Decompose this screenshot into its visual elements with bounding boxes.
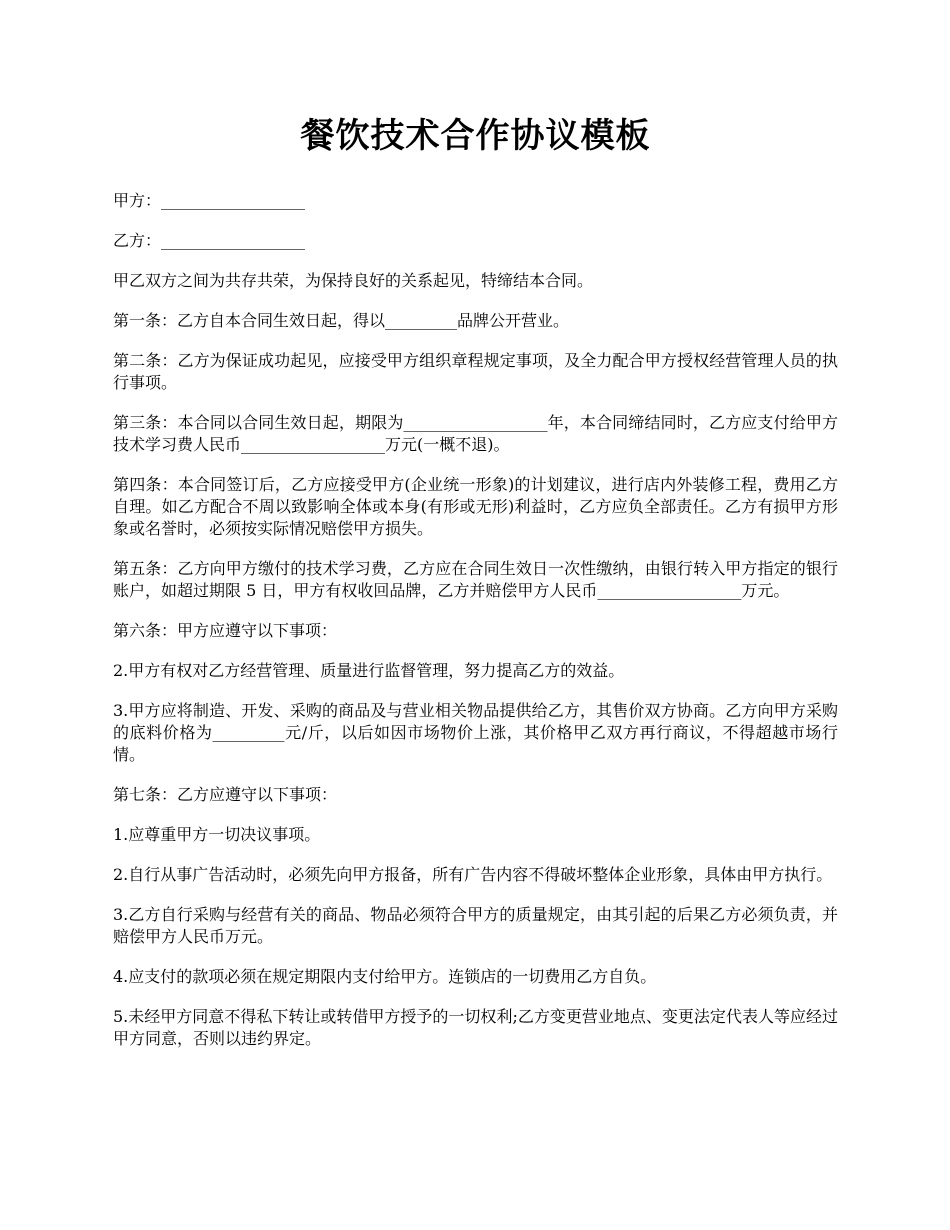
article-5: 第五条：乙方向甲方缴付的技术学习费，乙方应在合同生效日一次性缴纳，由银行转入甲方指定的银行账户，如超过期限 5 日，甲方有权收回品牌，乙方并赔偿甲方人民币__________________万元。	[113, 559, 838, 600]
article-7-item-2: 2.自行从事广告活动时，必须先向甲方报备，所有广告内容不得破坏整体企业形象，具体由甲方执行。	[113, 865, 833, 884]
article-3: 第三条：本合同以合同生效日起，期限为__________________年，本合同缔结同时，乙方应支付给甲方技术学习费人民币__________________万元(一概不退)。	[113, 413, 838, 454]
article-1: 第一条：乙方自本合同生效日起，得以_________品牌公开营业。	[113, 311, 570, 330]
article-6-item-2: 2.甲方有权对乙方经营管理、质量进行监督管理，努力提高乙方的效益。	[113, 661, 625, 680]
article-7: 第七条：乙方应遵守以下事项：	[113, 785, 338, 804]
article-6-item-3: 3.甲方应将制造、开发、采购的商品及与营业相关物品提供给乙方，其售价双方协商。乙方向甲方采购的底料价格为_________元/斤，以后如因市场物价上涨，其价格甲乙双方再行商议，不得超越市场行情。	[113, 701, 838, 764]
document-page	[113, 110, 838, 1068]
article-7-item-3: 3.乙方自行采购与经营有关的商品、物品必须符合甲方的质量规定，由其引起的后果乙方必须负责，并赔偿甲方人民币万元。	[113, 905, 838, 946]
party-a-line: 甲方：__________________	[113, 191, 306, 210]
article-2: 第二条：乙方为保证成功起见，应接受甲方组织章程规定事项，及全力配合甲方授权经营管理人员的执行事项。	[113, 351, 838, 392]
article-7-item-5: 5.未经甲方同意不得私下转让或转借甲方授予的一切权利;乙方变更营业地点、变更法定代表人等应经过甲方同意，否则以违约界定。	[113, 1007, 838, 1048]
party-b-line: 乙方：__________________	[113, 231, 306, 250]
article-4: 第四条：本合同签订后，乙方应接受甲方(企业统一形象)的计划建议，进行店内外装修工程，费用乙方自理。如乙方配合不周以致影响全体或本身(有形或无形)利益时，乙方应负全部责任。乙方有损甲方形象或名誉时，必须按实际情况赔偿甲方损失。	[113, 475, 838, 538]
preamble: 甲乙双方之间为共存共荣，为保持良好的关系起见，特缔结本合同。	[113, 271, 594, 290]
article-7-item-4: 4.应支付的款项必须在规定期限内支付给甲方。连锁店的一切费用乙方自负。	[113, 967, 657, 986]
article-6: 第六条：甲方应遵守以下事项：	[113, 621, 338, 640]
document-title: 餐饮技术合作协议模板	[300, 116, 651, 156]
article-7-item-1: 1.应尊重甲方一切决议事项。	[113, 825, 321, 844]
